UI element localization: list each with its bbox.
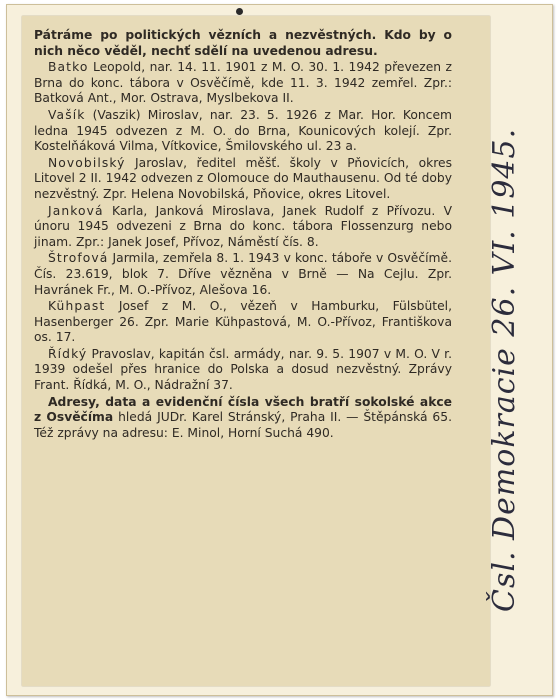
entry-paragraph: [34, 156, 452, 203]
entry-text: Pravoslav, kapitán čsl. armády, nar. 9. 5. 1907 v M. O. V r. 1939 odešel přes hranice do Polska a dosud nezvěstný. Zprávy Frant. Řídká, M. O., Nádražní 37.: [34, 346, 452, 393]
person-name: Řídký: [48, 346, 88, 361]
closing-paragraph: [34, 395, 452, 442]
entry-paragraph: [34, 347, 452, 394]
entry-text: Karla, Janková Miroslava, Janek Rudolf z Přívozu. V únoru 1945 odvezeni z Brna do konc. tábora Flossenzurg nebo jinam. Zpr.: Janek Josef, Přívoz, Náměstí čís. 8.: [34, 203, 452, 249]
person-name: Kühpast: [48, 299, 106, 314]
entry-text: Jaroslav, ředitel měšť. školy v Pňovicích, okres Litovel 2 II. 1942 odvezen z Olomouce do Mauthausenu. Od té doby nezvěstný. Zpr. Helena Novobilská, Pňovice, okres Litovel.: [34, 155, 452, 201]
entry-paragraph: [34, 60, 452, 107]
entry-paragraph: [34, 251, 452, 298]
closing-body: hledá JUDr. Karel Stránský, Praha II. — Štěpánská 65. Též zprávy na adresu: E. Minol, Horní Suchá 490.: [34, 410, 452, 440]
entry-paragraph: [34, 108, 452, 155]
entry-text: Jarmila, zemřela 8. 1. 1943 v konc. táboře v Osvěčímě. Čís. 23.619, blok 7. Dříve vězněna v Brně — Na Cejlu. Zpr. Havránek Fr., M. O.-Přívoz, Alešova 16.: [34, 251, 452, 297]
person-name: Štrofová: [48, 251, 109, 266]
person-name: Batko: [48, 60, 89, 75]
ink-dot: [236, 8, 243, 15]
intro-body: Kdo by o nich něco věděl, nechť sdělí na uvedenou adresu.: [34, 28, 452, 58]
person-name: Novobilský: [48, 155, 126, 170]
entry-paragraph: [34, 299, 452, 346]
clipping-text: [34, 28, 452, 442]
entry-text: Leopold, nar. 14. 11. 1901 z M. O. 30. 1. 1942 převezen z Brna do konc. tábora v Osvěčímě, kde 11. 3. 1942 zemřel. Zpr.: Batková Ant., Mor. Ostrava, Myslbekova II.: [34, 60, 452, 106]
handwritten-source-note: Čsl. Demokracie 26. VI. 1945.: [487, 127, 522, 612]
entry-text: Josef z M. O., vězeň v Hamburku, Fülsbütel, Hasenberger 26. Zpr. Marie Kühpastová, M. O.-Přívoz, Františkova os. 17.: [34, 299, 452, 345]
entry-text: (Vaszik) Miroslav, nar. 23. 5. 1926 z Mar. Hor. Koncem ledna 1945 odvezen z M. O. do Brna, Kounicových kolejí. Zpr. Kostelňáková Vilma, Vítkovice, Šmilovského ul. 23 a.: [34, 107, 452, 154]
entry-paragraph: [34, 204, 452, 251]
closing-heading: Adresy, data a evidenční čísla všech bratří sokolské akce z Osvěčíma: [34, 394, 452, 425]
intro-heading: Pátráme po politických vězních a nezvěstných.: [34, 28, 377, 42]
person-name: Janková: [48, 203, 104, 218]
intro-paragraph: [34, 28, 452, 59]
person-name: Vašík: [48, 107, 86, 122]
